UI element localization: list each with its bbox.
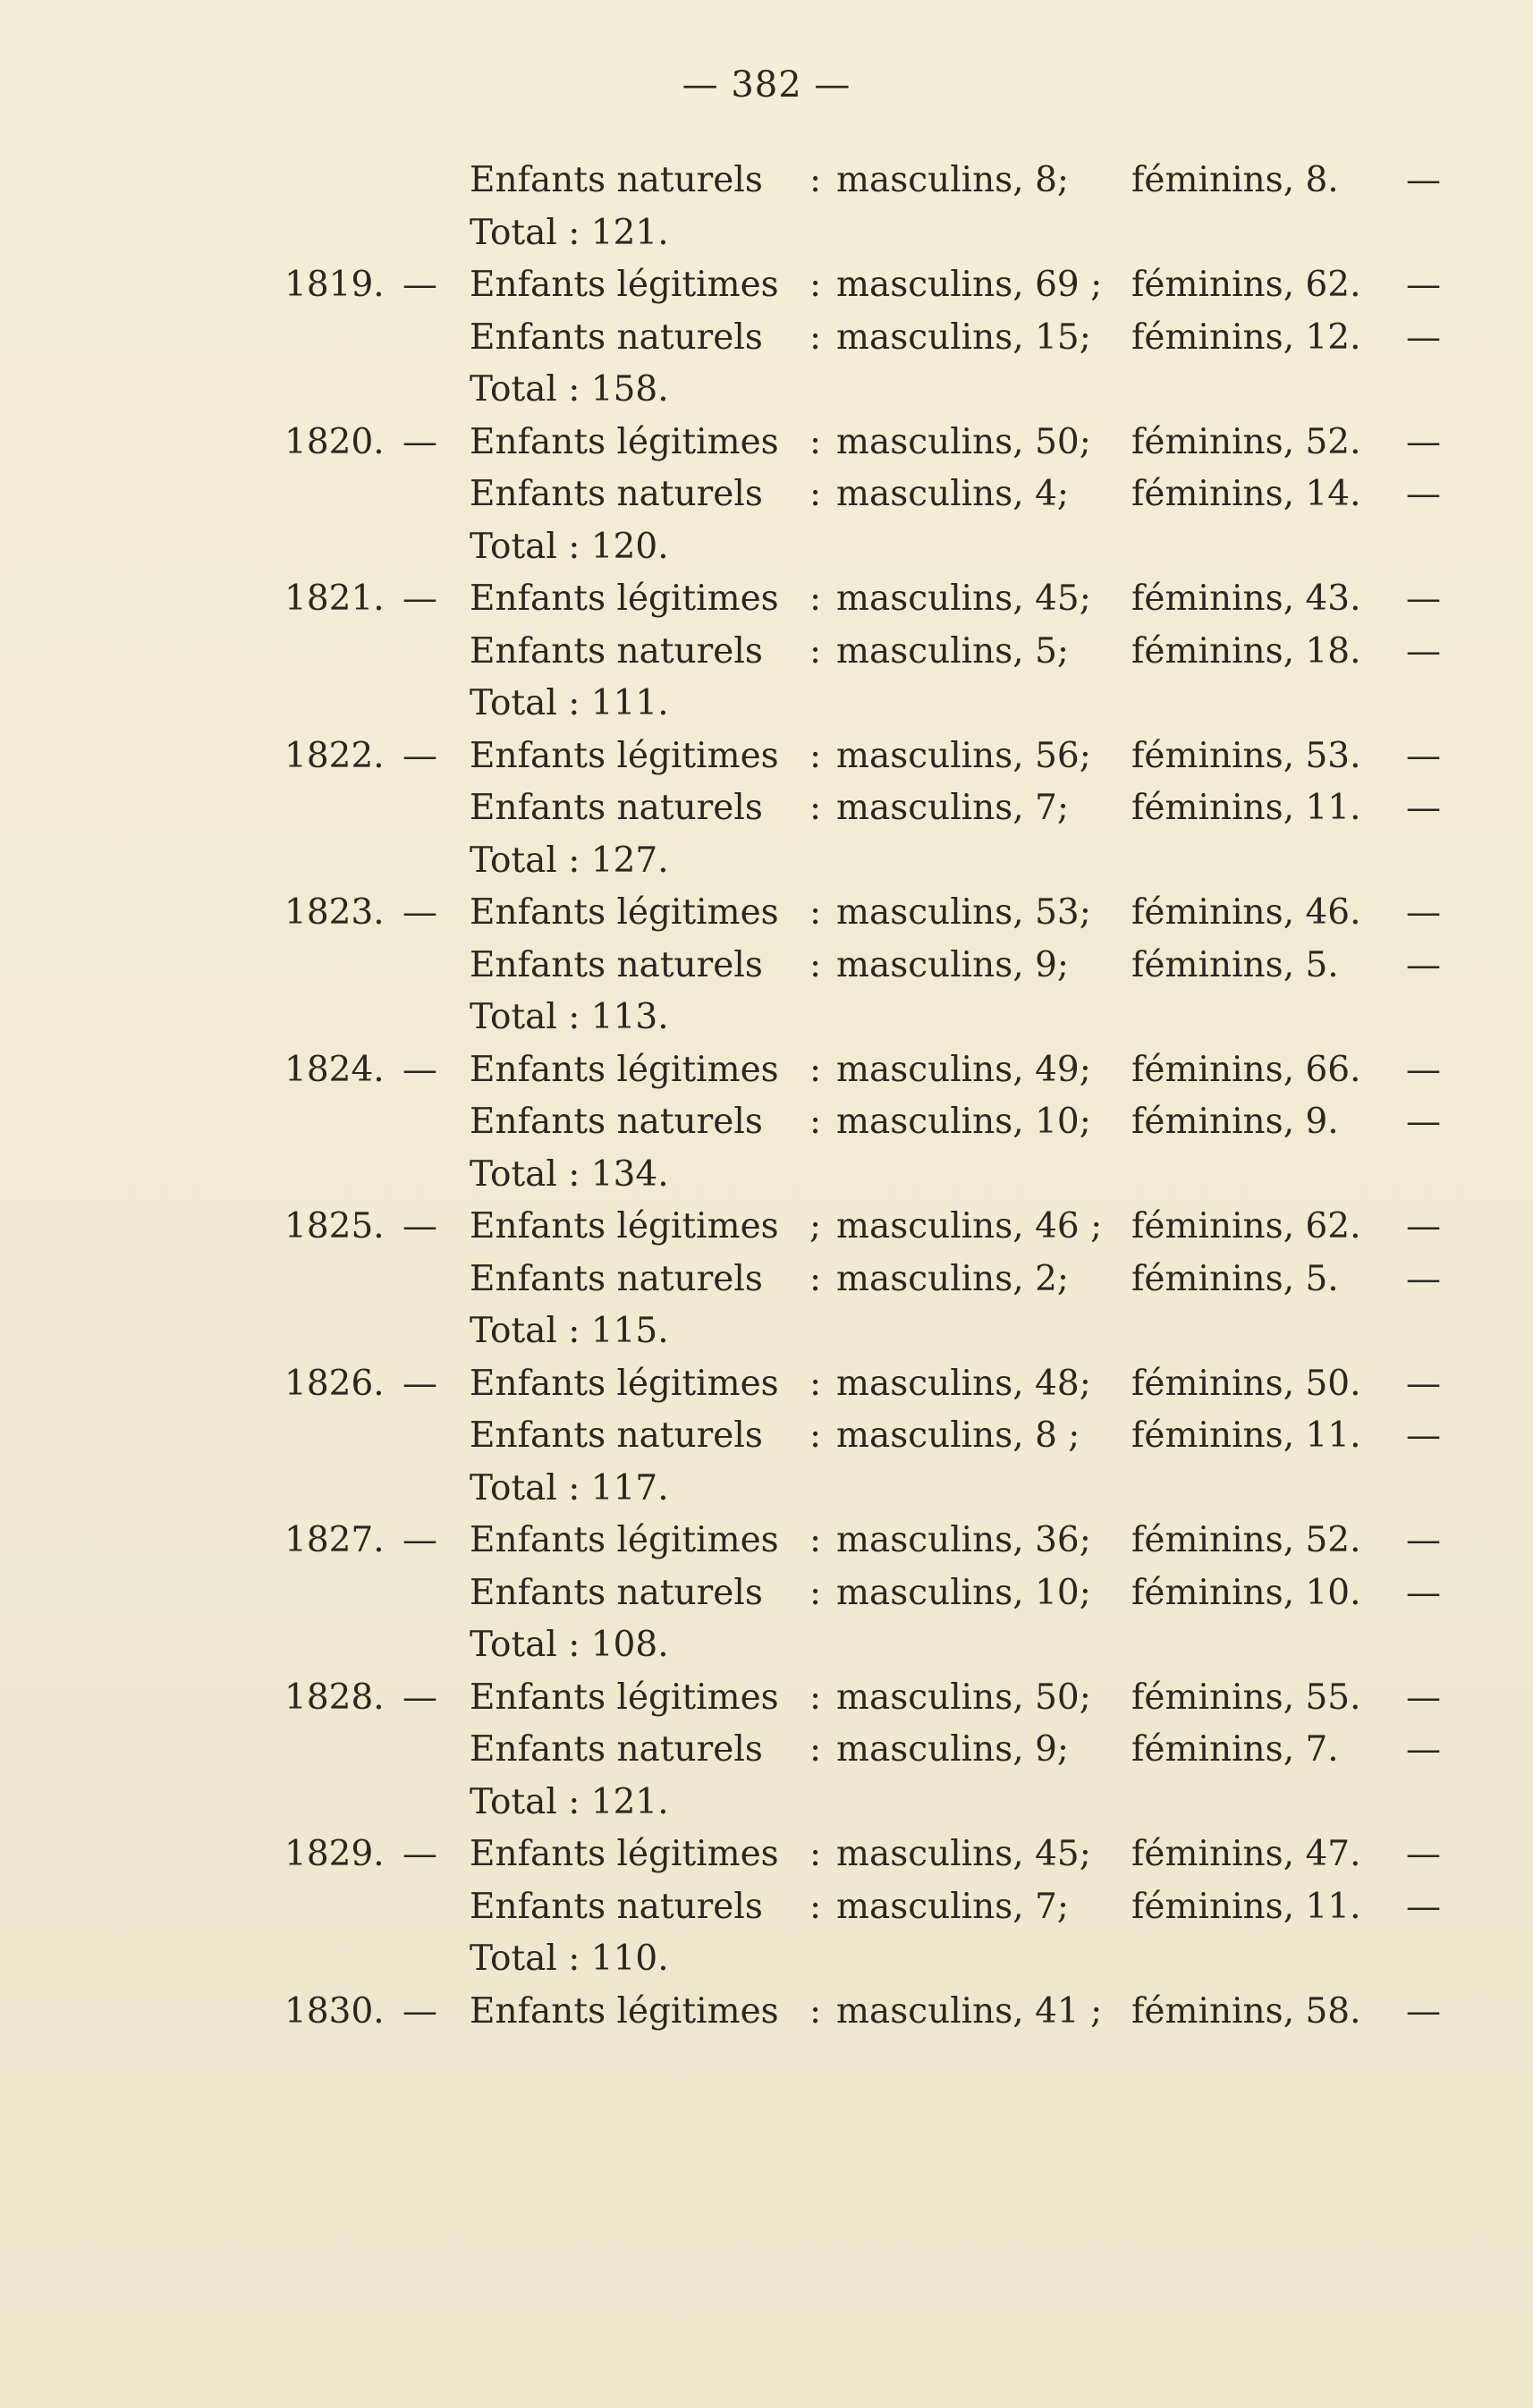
feminine-count: féminins, 62. xyxy=(1131,1206,1361,1246)
feminine-count: féminins, 5. xyxy=(1131,944,1339,985)
feminine-count: féminins, 11. xyxy=(1131,788,1361,828)
category-label: Total : 115. xyxy=(470,1311,669,1351)
category-label: Enfants légitimes xyxy=(470,1206,779,1246)
masculine-count: masculins, 45; xyxy=(836,1834,1091,1874)
masculine-count: masculins, 53; xyxy=(836,892,1091,933)
end-dash: — xyxy=(1406,265,1441,305)
text-line xyxy=(0,1201,1533,1253)
separator: : xyxy=(809,1729,822,1770)
end-dash: — xyxy=(1406,1206,1441,1246)
feminine-count: féminins, 10. xyxy=(1131,1572,1361,1613)
end-dash: — xyxy=(1406,474,1441,514)
masculine-count: masculins, 7; xyxy=(836,788,1070,828)
year-label: 1823. xyxy=(284,892,385,933)
category-label: Enfants naturels xyxy=(470,1415,763,1456)
separator: : xyxy=(809,265,822,305)
end-dash: — xyxy=(1406,1886,1441,1927)
category-label: Enfants naturels xyxy=(470,1572,763,1613)
masculine-count: masculins, 10; xyxy=(836,1572,1091,1613)
masculine-count: masculins, 10; xyxy=(836,1102,1091,1142)
text-line xyxy=(0,1881,1533,1933)
category-label: Enfants légitimes xyxy=(470,1990,779,2032)
year-dash: — xyxy=(402,1206,437,1246)
separator: : xyxy=(809,421,822,462)
separator: : xyxy=(809,1415,822,1456)
category-label: Total : 108. xyxy=(470,1625,669,1665)
end-dash: — xyxy=(1406,1990,1441,2032)
year-dash: — xyxy=(402,1520,437,1560)
separator: : xyxy=(809,1363,822,1404)
year-label: 1829. xyxy=(284,1834,385,1874)
feminine-count: féminins, 52. xyxy=(1131,421,1361,462)
category-label: Enfants naturels xyxy=(470,1886,763,1927)
text-line xyxy=(0,992,1533,1043)
feminine-count: féminins, 5. xyxy=(1131,1258,1339,1299)
year-dash: — xyxy=(402,1363,437,1404)
separator: : xyxy=(809,630,822,672)
year-label: 1828. xyxy=(284,1677,385,1718)
end-dash: — xyxy=(1406,735,1441,776)
end-dash: — xyxy=(1406,1520,1441,1560)
separator: : xyxy=(809,160,822,200)
text-line xyxy=(0,887,1533,939)
year-dash: — xyxy=(402,735,437,776)
text-line xyxy=(0,1358,1533,1410)
category-label: Total : 117. xyxy=(470,1467,669,1508)
category-label: Total : 113. xyxy=(470,997,669,1037)
end-dash: — xyxy=(1406,788,1441,828)
end-dash: — xyxy=(1406,944,1441,985)
feminine-count: féminins, 12. xyxy=(1131,317,1361,358)
masculine-count: masculins, 9; xyxy=(836,1729,1070,1770)
category-label: Enfants légitimes xyxy=(470,579,779,619)
separator: : xyxy=(809,317,822,358)
separator: : xyxy=(809,1572,822,1613)
category-label: Total : 111. xyxy=(470,683,669,723)
text-line xyxy=(0,1672,1533,1724)
category-label: Enfants légitimes xyxy=(470,1834,779,1874)
masculine-count: masculins, 8; xyxy=(836,160,1070,200)
end-dash: — xyxy=(1406,1572,1441,1613)
category-label: Enfants naturels xyxy=(470,630,763,672)
category-label: Enfants légitimes xyxy=(470,265,779,305)
feminine-count: féminins, 47. xyxy=(1131,1834,1361,1874)
category-label: Enfants naturels xyxy=(470,317,763,358)
category-label: Enfants naturels xyxy=(470,474,763,514)
feminine-count: féminins, 66. xyxy=(1131,1049,1361,1090)
feminine-count: féminins, 58. xyxy=(1131,1990,1361,2032)
text-line xyxy=(0,1044,1533,1096)
end-dash: — xyxy=(1406,1258,1441,1299)
category-label: Enfants naturels xyxy=(470,1102,763,1142)
year-label: 1830. xyxy=(284,1990,385,2032)
text-line xyxy=(0,782,1533,834)
masculine-count: masculins, 8 ; xyxy=(836,1415,1080,1456)
text-line xyxy=(0,1096,1533,1148)
year-label: 1819. xyxy=(284,265,385,305)
year-label: 1822. xyxy=(284,735,385,776)
year-dash: — xyxy=(402,265,437,305)
text-line xyxy=(0,312,1533,364)
feminine-count: féminins, 55. xyxy=(1131,1677,1361,1718)
year-label: 1820. xyxy=(284,421,385,462)
end-dash: — xyxy=(1406,1363,1441,1404)
year-dash: — xyxy=(402,1049,437,1090)
category-label: Enfants légitimes xyxy=(470,735,779,776)
text-line xyxy=(0,1933,1533,1985)
text-line xyxy=(0,940,1533,992)
masculine-count: masculins, 5; xyxy=(836,630,1070,672)
separator: : xyxy=(809,1886,822,1927)
separator: : xyxy=(809,474,822,514)
separator: : xyxy=(809,944,822,985)
category-label: Enfants naturels xyxy=(470,788,763,828)
text-line xyxy=(0,573,1533,625)
separator: : xyxy=(809,1102,822,1142)
separator: : xyxy=(809,735,822,776)
masculine-count: masculins, 48; xyxy=(836,1363,1091,1404)
masculine-count: masculins, 41 ; xyxy=(836,1990,1103,2032)
separator: : xyxy=(809,1990,822,2032)
end-dash: — xyxy=(1406,1729,1441,1770)
text-line xyxy=(0,1410,1533,1462)
category-label: Enfants naturels xyxy=(470,1258,763,1299)
separator: : xyxy=(809,1834,822,1874)
category-label: Enfants légitimes xyxy=(470,1677,779,1718)
category-label: Total : 134. xyxy=(470,1153,669,1195)
category-label: Enfants légitimes xyxy=(470,1363,779,1404)
text-line xyxy=(0,207,1533,259)
masculine-count: masculins, 45; xyxy=(836,579,1091,619)
text-line xyxy=(0,1829,1533,1880)
category-label: Total : 121. xyxy=(470,1781,669,1822)
masculine-count: masculins, 7; xyxy=(836,1886,1070,1927)
category-label: Total : 120. xyxy=(470,526,669,567)
end-dash: — xyxy=(1406,160,1441,200)
separator: ; xyxy=(809,1206,822,1246)
text-line xyxy=(0,731,1533,782)
year-dash: — xyxy=(402,1990,437,2032)
text-line xyxy=(0,417,1533,469)
year-dash: — xyxy=(402,1834,437,1874)
category-label: Enfants naturels xyxy=(470,944,763,985)
category-label: Enfants légitimes xyxy=(470,1049,779,1090)
feminine-count: féminins, 11. xyxy=(1131,1886,1361,1927)
text-line xyxy=(0,521,1533,573)
feminine-count: féminins, 9. xyxy=(1131,1102,1339,1142)
text-line xyxy=(0,1567,1533,1619)
masculine-count: masculins, 15; xyxy=(836,317,1091,358)
year-dash: — xyxy=(402,1677,437,1718)
end-dash: — xyxy=(1406,1834,1441,1874)
end-dash: — xyxy=(1406,892,1441,933)
text-line xyxy=(0,469,1533,520)
year-label: 1826. xyxy=(284,1363,385,1404)
year-dash: — xyxy=(402,579,437,619)
text-line xyxy=(0,1986,1533,2038)
masculine-count: masculins, 2; xyxy=(836,1258,1070,1299)
text-line xyxy=(0,1463,1533,1515)
masculine-count: masculins, 49; xyxy=(836,1049,1091,1090)
masculine-count: masculins, 56; xyxy=(836,735,1091,776)
separator: : xyxy=(809,1677,822,1718)
text-line xyxy=(0,1254,1533,1305)
text-line xyxy=(0,1515,1533,1567)
page-number: — 382 — xyxy=(682,64,851,106)
end-dash: — xyxy=(1406,579,1441,619)
separator: : xyxy=(809,1258,822,1299)
year-dash: — xyxy=(402,892,437,933)
end-dash: — xyxy=(1406,1677,1441,1718)
separator: : xyxy=(809,788,822,828)
end-dash: — xyxy=(1406,1415,1441,1456)
year-dash: — xyxy=(402,421,437,462)
masculine-count: masculins, 69 ; xyxy=(836,265,1103,305)
masculine-count: masculins, 4; xyxy=(836,474,1070,514)
text-line xyxy=(0,1619,1533,1671)
text-line xyxy=(0,364,1533,416)
category-label: Enfants légitimes xyxy=(470,1520,779,1560)
text-line xyxy=(0,1305,1533,1357)
separator: : xyxy=(809,1049,822,1090)
text-line xyxy=(0,626,1533,678)
end-dash: — xyxy=(1406,630,1441,672)
year-label: 1821. xyxy=(284,579,385,619)
feminine-count: féminins, 18. xyxy=(1131,630,1361,672)
feminine-count: féminins, 11. xyxy=(1131,1415,1361,1456)
feminine-count: féminins, 46. xyxy=(1131,892,1361,933)
feminine-count: féminins, 50. xyxy=(1131,1363,1361,1404)
text-line xyxy=(0,1724,1533,1776)
text-line xyxy=(0,259,1533,311)
masculine-count: masculins, 46 ; xyxy=(836,1206,1103,1246)
separator: : xyxy=(809,1520,822,1560)
feminine-count: féminins, 53. xyxy=(1131,735,1361,776)
text-line xyxy=(0,835,1533,887)
year-label: 1827. xyxy=(284,1520,385,1560)
masculine-count: masculins, 50; xyxy=(836,421,1091,462)
feminine-count: féminins, 62. xyxy=(1131,265,1361,305)
separator: : xyxy=(809,892,822,933)
text-line xyxy=(0,678,1533,730)
masculine-count: masculins, 9; xyxy=(836,944,1070,985)
category-label: Total : 110. xyxy=(470,1939,669,1979)
category-label: Total : 158. xyxy=(470,369,669,410)
end-dash: — xyxy=(1406,1102,1441,1142)
category-label: Enfants légitimes xyxy=(470,892,779,933)
text-line xyxy=(0,1777,1533,1829)
end-dash: — xyxy=(1406,421,1441,462)
feminine-count: féminins, 8. xyxy=(1131,160,1339,200)
category-label: Enfants naturels xyxy=(470,1729,763,1770)
category-label: Enfants légitimes xyxy=(470,421,779,462)
category-label: Enfants naturels xyxy=(470,160,763,200)
masculine-count: masculins, 36; xyxy=(836,1520,1091,1560)
category-label: Total : 121. xyxy=(470,212,669,253)
text-line xyxy=(0,155,1533,207)
year-label: 1825. xyxy=(284,1206,385,1246)
masculine-count: masculins, 50; xyxy=(836,1677,1091,1718)
end-dash: — xyxy=(1406,1049,1441,1090)
feminine-count: féminins, 52. xyxy=(1131,1520,1361,1560)
separator: : xyxy=(809,579,822,619)
text-line xyxy=(0,1149,1533,1201)
feminine-count: féminins, 43. xyxy=(1131,579,1361,619)
end-dash: — xyxy=(1406,317,1441,358)
feminine-count: féminins, 7. xyxy=(1131,1729,1339,1770)
feminine-count: féminins, 14. xyxy=(1131,474,1361,514)
year-label: 1824. xyxy=(284,1049,385,1090)
category-label: Total : 127. xyxy=(470,840,669,881)
